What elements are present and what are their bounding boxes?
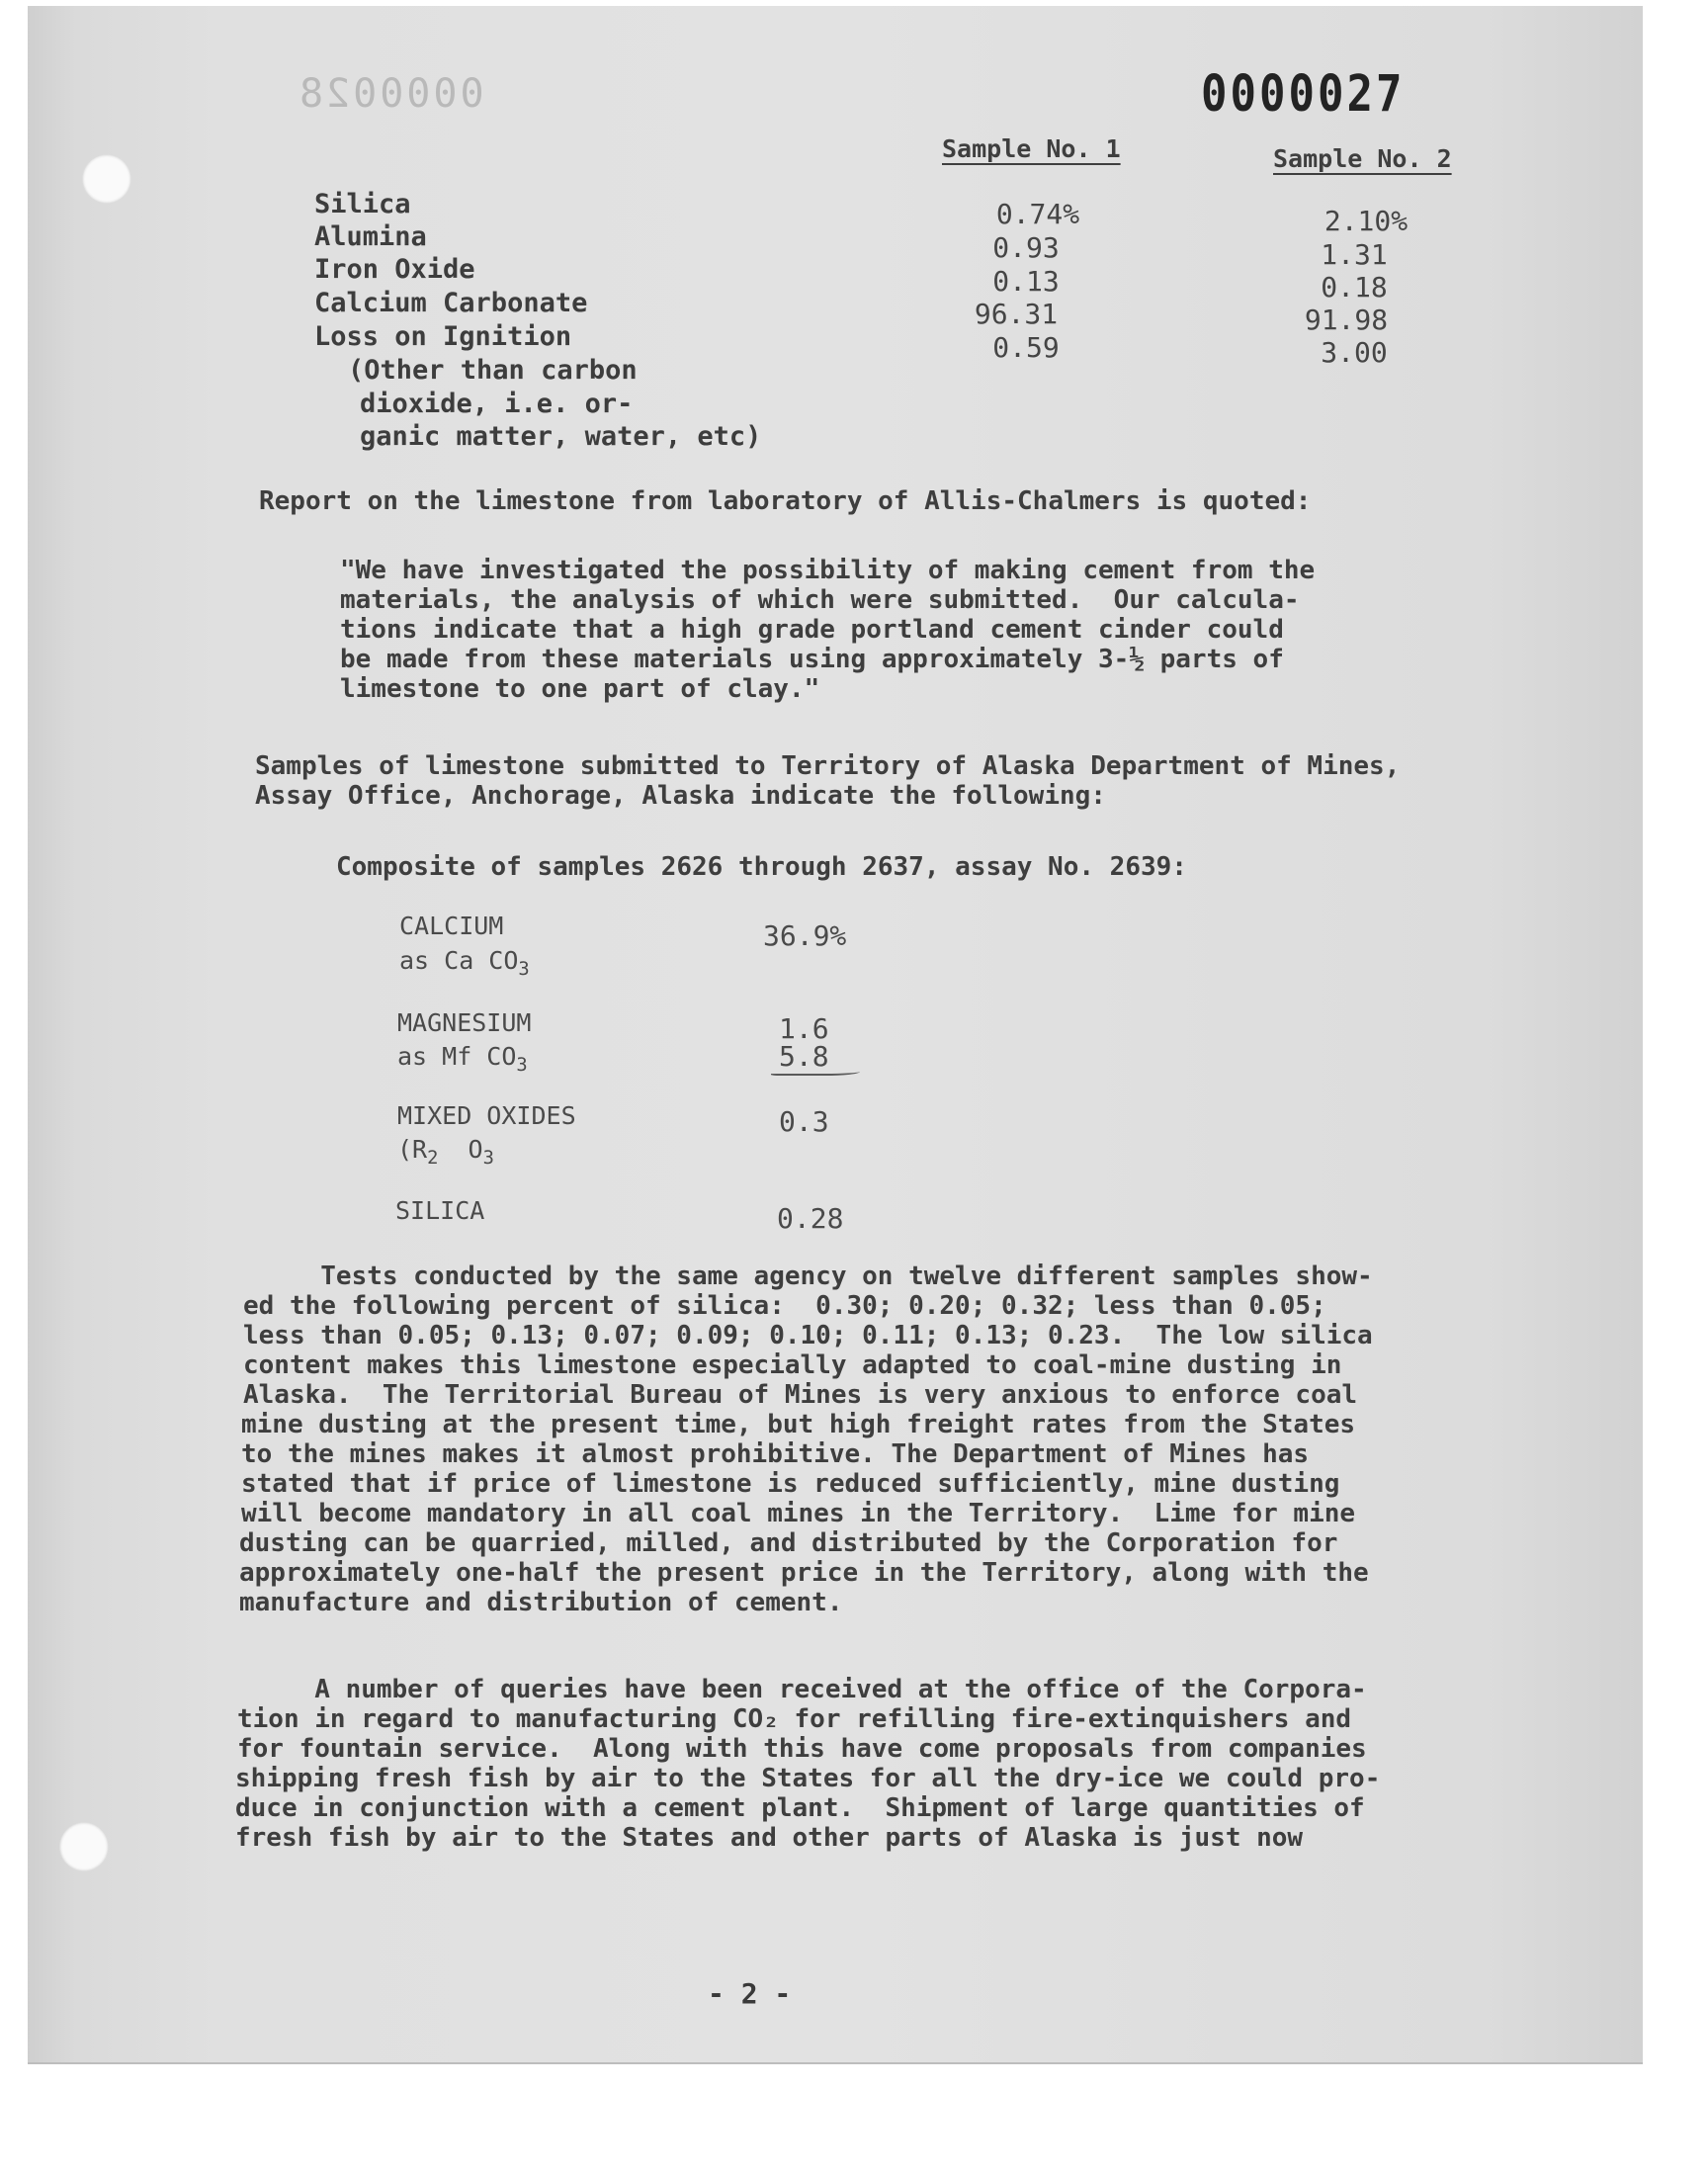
row-label: Loss on Ignition <box>314 321 572 352</box>
assay-name: MIXED OXIDES <box>397 1101 576 1130</box>
row-label: Calcium Carbonate <box>314 288 588 318</box>
row-label: Silica <box>314 189 411 219</box>
assay-sub-label: as Mf $CO_3$ <box>397 1042 528 1076</box>
sample-1-value: 0.59 <box>992 331 1060 364</box>
paragraph-line: will become mandatory in all coal mines in the Territory. Lime for mine <box>241 1499 1356 1528</box>
paragraph-line: content makes this limestone especially adapted to coal-mine dusting in <box>243 1350 1342 1380</box>
quote-line: be made from these materials using approximately 3-½ parts of <box>340 645 1284 674</box>
paragraph-line: shipping fresh fish by air to the States for all the dry-ice we could pro- <box>235 1764 1381 1793</box>
quote-line: "We have investigated the possibility of making cement from the <box>340 556 1316 585</box>
sample-2-value: 0.18 <box>1321 271 1388 304</box>
alaska-intro-line: Samples of limestone submitted to Territory of Alaska Department of Mines, <box>255 751 1401 781</box>
paragraph-line: ed the following percent of silica: 0.30; 0.20; 0.32; less than 0.05; <box>243 1291 1326 1321</box>
page-edge <box>28 2062 1643 2064</box>
sample-1-value: 0.93 <box>992 231 1060 264</box>
assay-value: 0.28 <box>777 1202 844 1235</box>
paragraph-line: less than 0.05; 0.13; 0.07; 0.09; 0.10; 0.11; 0.13; 0.23. The low silica <box>243 1321 1373 1350</box>
assay-name: SILICA <box>395 1196 485 1225</box>
sample-1-value: 0.13 <box>992 265 1060 298</box>
page-number: - 2 - <box>708 1977 792 2010</box>
handwritten-underline <box>771 1066 860 1076</box>
sample-2-value: 3.00 <box>1321 336 1388 369</box>
loss-note-line: ganic matter, water, etc) <box>360 421 762 452</box>
quote-line: materials, the analysis of which were submitted. Our calcula- <box>340 585 1300 615</box>
sample-2-header: Sample No. 2 <box>1273 144 1452 173</box>
loss-note-line: dioxide, i.e. or- <box>360 389 634 419</box>
assay-sub-label: ($R_2$ $O_3$ <box>397 1135 494 1169</box>
quote-line: tions indicate that a high grade portland cement cinder could <box>340 615 1284 645</box>
assay-value: 0.3 <box>779 1105 829 1138</box>
paragraph-line: mine dusting at the present time, but high freight rates from the States <box>241 1410 1356 1439</box>
paragraph-line: A number of queries have been received at the office of the Corpora- <box>237 1675 1367 1704</box>
sample-2-value: 1.31 <box>1321 238 1388 271</box>
paragraph-line: dusting can be quarried, milled, and distributed by the Corporation for <box>239 1528 1338 1558</box>
quote-line: limestone to one part of clay." <box>340 674 820 704</box>
row-label: Iron Oxide <box>314 254 475 285</box>
paragraph-line: approximately one-half the present price in the Territory, along with the <box>239 1558 1369 1588</box>
sample-2-value: 2.10% <box>1324 205 1409 237</box>
sample-1-value: 96.31 <box>974 298 1059 330</box>
assay-name: CALCIUM <box>399 912 504 940</box>
sample-1-value: 0.74% <box>995 198 1080 230</box>
assay-name: MAGNESIUM <box>397 1008 532 1037</box>
ghost-document-number: 0000028 <box>297 71 484 117</box>
row-label: Alumina <box>314 221 427 252</box>
paragraph-line: stated that if price of limestone is reduced sufficiently, mine dusting <box>241 1469 1340 1499</box>
paragraph-line: to the mines makes it almost prohibitive. The Department of Mines has <box>241 1439 1310 1469</box>
assay-sub-label: as Ca $CO_3$ <box>399 946 530 980</box>
punch-hole-bottom <box>59 1822 109 1871</box>
sample-1-header: Sample No. 1 <box>942 134 1121 163</box>
loss-note-line: (Other than carbon <box>348 355 638 386</box>
paragraph-line: tion in regard to manufacturing CO₂ for refilling fire-extinquishers and <box>237 1704 1352 1734</box>
sample-2-value: 91.98 <box>1304 304 1389 336</box>
paragraph-line: duce in conjunction with a cement plant. Shipment of large quantities of <box>235 1793 1365 1823</box>
document-number-stamp: 0000027 <box>1201 65 1406 124</box>
assay-value-2: 5.8 <box>779 1040 829 1073</box>
alaska-intro-line: Assay Office, Anchorage, Alaska indicate the following: <box>255 781 1106 811</box>
assay-value: 1.6 <box>779 1012 829 1045</box>
composite-line: Composite of samples 2626 through 2637, assay No. 2639: <box>336 852 1187 882</box>
allis-intro: Report on the limestone from laboratory of Allis-Chalmers is quoted: <box>259 486 1312 516</box>
paragraph-line: manufacture and distribution of cement. <box>239 1588 843 1617</box>
paragraph-line: Tests conducted by the same agency on twelve different samples show- <box>243 1262 1373 1291</box>
assay-value: 36.9% <box>763 919 847 952</box>
paragraph-line: for fountain service. Along with this have come proposals from companies <box>237 1734 1367 1764</box>
paragraph-line: fresh fish by air to the States and other parts of Alaska is just now <box>235 1823 1304 1853</box>
paragraph-line: Alaska. The Territorial Bureau of Mines is very anxious to enforce coal <box>243 1380 1358 1410</box>
punch-hole-top <box>82 154 131 204</box>
